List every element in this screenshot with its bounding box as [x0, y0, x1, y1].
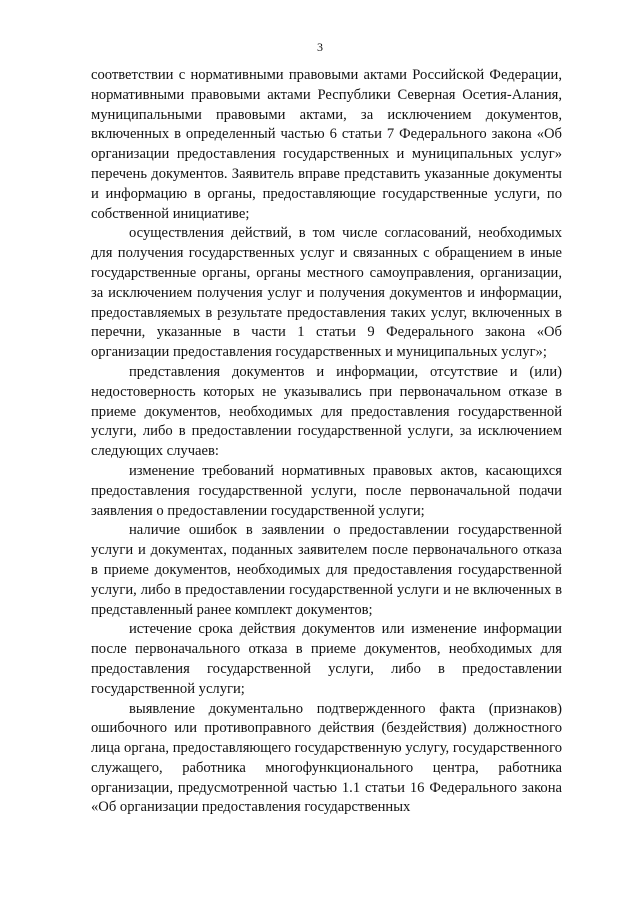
paragraph: изменение требований нормативных правовых актов, касающихся предоставления государственной услуги, после первоначальной подачи заявления о предоставлении государственной услуги; [91, 462, 562, 519]
paragraph: соответствии с нормативными правовыми актами Российской Федерации, нормативными правовыми актами Республики Северная Осетия-Алания, муниципальными правовыми актами, за исключением документов, включенных в определенный частью 6 статьи 7 Федерального закона «Об организации предоставления государственных и муниципальных услуг» перечень документов. Заявитель вправе представить указанные документы и информацию в органы, предоставляющие государственные услуги, по собственной инициативе; [91, 67, 562, 222]
paragraph: представления документов и информации, отсутствие и (или) недостоверность которых не указывались при первоначальном отказе в приеме документов, необходимых для предоставления государственной услуги, либо в предоставлении государственной услуги, за исключением следующих случаев: [91, 363, 562, 460]
paragraph: выявление документально подтвержденного факта (признаков) ошибочного или противоправного действия (бездействия) должностного лица органа, предоставляющего государственную услугу, государственного служащего, работника многофункционального центра, работника организации, предусмотренной частью 1.1 статьи 16 Федерального закона «Об организации предоставления государственных [91, 700, 562, 816]
paragraph: осуществления действий, в том числе согласований, необходимых для получения государственных услуг и связанных с обращением в иные государственные органы, органы местного самоуправления, организации, за исключением получения услуг и получения документов и информации, предоставляемых в результате предоставления таких услуг, включенных в перечни, указанные в части 1 статьи 9 Федерального закона «Об организации предоставления государственных и муниципальных услуг»; [91, 225, 562, 361]
paragraph: истечение срока действия документов или изменение информации после первоначального отказа в приеме документов, необходимых для предоставления государственной услуги, либо в предоставлении государственной услуги; [91, 621, 562, 697]
paragraph: наличие ошибок в заявлении о предоставлении государственной услуги и документах, поданных заявителем после первоначального отказа в приеме документов, необходимых для предоставления государственной услуги, либо в предоставлении государственной услуги и не включенных в представленный ранее комплект документов; [91, 522, 562, 618]
page-number: 3 [317, 40, 323, 54]
document-body [91, 66, 562, 818]
